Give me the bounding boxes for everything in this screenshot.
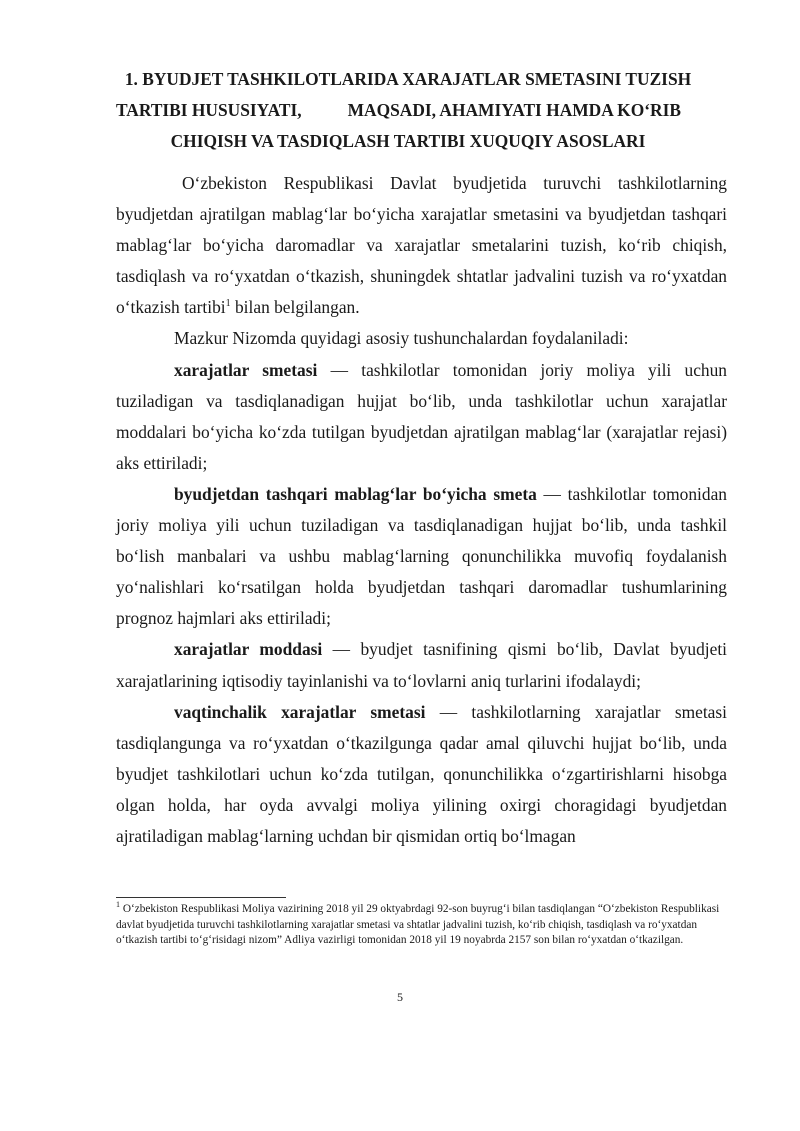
term-temporary-estimate: vaqtinchalik xarajatlar smetasi — [174, 701, 426, 722]
footnote-marker: 1 — [116, 900, 120, 910]
definition-expense-estimate — [116, 355, 727, 479]
heading-line-1: 1. BYUDJET TASHKILOTLARIDA XARAJATLAR SMETASINI TUZISH — [124, 69, 692, 89]
footnote — [116, 902, 732, 949]
term-expense-estimate: xarajatlar smetasi — [174, 359, 318, 380]
footnote-text: O‘zbekiston Respublikasi Moliya vazirining 2018 yil 29 oktyabrdagi 92-son buyrug‘i bilan tasdiqlangan “O‘zbekiston Respublikasi davlat byudjetida turuvchi tashkilotlarning xarajatlar smetasi va shtatlar jadvalini tuzish, ko‘rib chiqish, tasdiqlash va ro‘yxatdan o‘tkazish tartibi to‘g‘risidagi nizom” Adliya vazirligi tomonidan 2018 yil 19 noyabrda 2157 son bilan ro‘yxatdan o‘tkazilgan. — [116, 903, 720, 946]
definition-extrabudgetary-estimate-text: — tashkilotlar tomonidan joriy moliya yili uchun tuziladigan va tasdiqlanadigan hujjat bo‘lib, unda tashkil bo‘lish manbalari va ushbu mablag‘larning qonunchilikka muvofiq foydalanish yo‘nalishlari ko‘rsatilgan holda byudjetdan tashqari daromadlar tushumlarining prognoz hajmlari aks ettiriladi; — [116, 483, 727, 629]
page-number: 5 — [397, 990, 403, 1004]
footnote-divider — [116, 897, 286, 898]
definition-expense-item — [116, 634, 727, 696]
heading-line-2a: TARTIBI HUSUSIYATI, — [116, 100, 302, 120]
footnote-reference: 1 — [225, 298, 231, 310]
definition-expense-item-text: — byudjet tasnifining qismi bo‘lib, Davlat byudjeti xarajatlarining iqtisodiy tayinlanishi va to‘lovlarni aniq turlarini ifodalaydi; — [116, 639, 728, 691]
body-text — [116, 168, 727, 852]
definition-expense-estimate-text: — tashkilotlar tomonidan joriy moliya yili uchun tuziladigan va tasdiqlanadigan hujjat bo‘lib, unda tashkilotlar uchun xarajatlar moddalari bo‘yicha ko‘zda tutilgan byudjetdan ajratilgan mablag‘lar (xarajatlar rejasi) aks ettiriladi; — [116, 359, 728, 473]
section-heading — [108, 64, 708, 157]
definition-temporary-estimate-text: — tashkilotlarning xarajatlar smetasi tasdiqlangunga va ro‘yxatdan o‘tkazilgunga qadar amal qiluvchi hujjat bo‘lib, unda byudjet tashkilotlari uchun ko‘zda tutilgan, qonunchilikka o‘zgartirishlarni hisobga olgan holda, har oyda avvalgi moliya yilining oxirgi choragidagi byudjetdan ajratiladigan mablag‘larning uchdan bir qismidan ortiq bo‘lmagan — [116, 701, 727, 846]
paragraph-intro — [116, 168, 727, 323]
paragraph-intro-text: O‘zbekiston Respublikasi Davlat byudjetida turuvchi tashkilotlarning byudjetdan ajratilgan mablag‘lar bo‘yicha xarajatlar smetasini va byudjetdan tashqari mablag‘lar bo‘yicha daromadlar va xarajatlar smetalarini tuzish, ko‘rib chiqish, tasdiqlash va ro‘yxatdan o‘tkazish, shuningdek shtatlar jadvalini tuzish va ro‘yxatdan o‘tkazish tartibi — [116, 173, 727, 318]
term-extrabudgetary-estimate: byudjetdan tashqari mablag‘lar bo‘yicha smeta — [174, 483, 537, 504]
definition-temporary-estimate — [116, 697, 727, 852]
definition-extrabudgetary-estimate — [116, 479, 727, 634]
term-expense-item: xarajatlar moddasi — [174, 639, 323, 660]
heading-line-3: CHIQISH VA TASDIQLASH TARTIBI XUQUQIY ASOSLARI — [170, 131, 646, 151]
heading-line-2 — [108, 95, 708, 126]
paragraph-intro-end: bilan belgilangan. — [230, 297, 360, 318]
paragraph-concepts: Mazkur Nizomda quyidagi asosiy tushunchalardan foydalaniladi: — [174, 328, 629, 349]
heading-line-2b: MAQSADI, AHAMIYATI HAMDA KO‘RIB — [347, 100, 681, 120]
